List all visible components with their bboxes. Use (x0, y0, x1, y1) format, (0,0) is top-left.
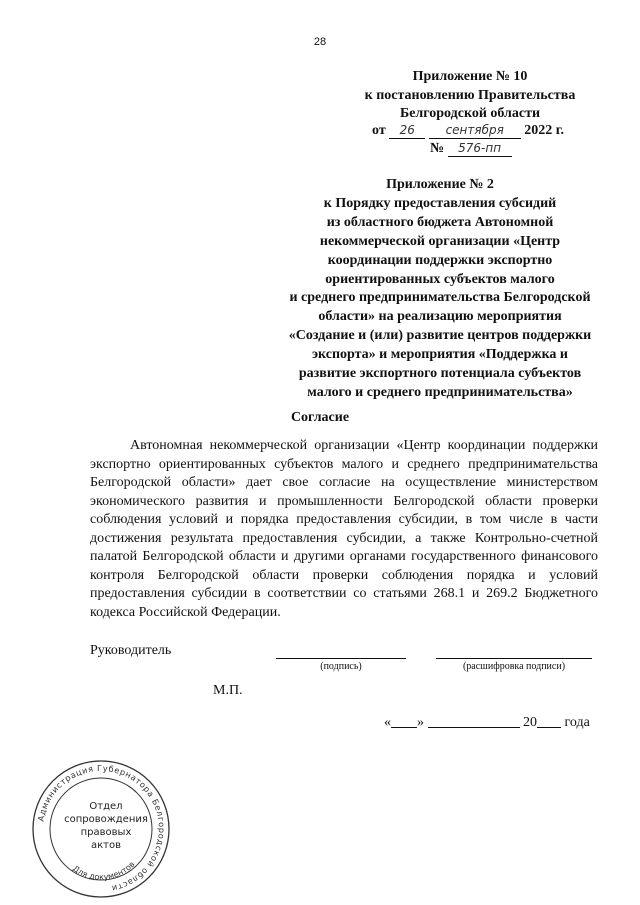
decree-date-line (372, 122, 608, 140)
page-number: 28 (313, 36, 327, 48)
signature-date-line (384, 713, 590, 731)
date-open-quote: « (384, 715, 391, 730)
appendix-2-header (268, 176, 612, 403)
seal-place-label: М.П. (213, 683, 243, 698)
document-heading: Согласие (290, 410, 350, 425)
appendix-2-line: некоммерческой организации «Центр (319, 233, 561, 249)
stamp-ring-text: Администрация Губернатора Белгородской области (35, 762, 168, 895)
decree-number-line (430, 141, 580, 157)
appendix-main-reference: к постановлению Правительства (364, 87, 576, 103)
date-day: 26 (399, 123, 415, 137)
year-suffix: года (564, 715, 590, 730)
signature-transcript-caption: (расшифровка подписи) (462, 661, 566, 672)
consent-body-text: Автономная некоммерческой организации «Центр координации поддержки экспортно ориентированных субъектов малого и среднего предпринимательства Белгородской области» дает свое согласие на осуществление министерством экономического развития и промышленности Белгородской области проверки соблюдения условий и порядка предоставления субсидии, в том числе в части достижения результата предоставления субсидии, а также Контрольно-счетной палатой Белгородской области и другими органами государственного финансового контроля Белгородской области проверки соблюдения порядка и условий предоставления субсидии в соответствии со статьями 268.1 и 269.2 Бюджетного кодекса Российской Федерации. (90, 438, 598, 620)
decree-number: 576-пп (458, 141, 502, 155)
stamp-bottom-text: Для документов (71, 859, 137, 882)
signature-transcript-line (436, 658, 592, 659)
date-year: 2022 г. (524, 123, 564, 138)
stamp-center-text: Отдел сопровождения правовых актов (64, 801, 148, 851)
number-prefix: № (430, 141, 445, 156)
appendix-main-title: Приложение № 10 (412, 69, 528, 84)
appendix-2-line: «Создание и (или) развитие центров поддержки (288, 328, 592, 344)
day-blank (391, 713, 417, 728)
appendix-2-line: координации поддержки экспортно (327, 252, 553, 268)
signatory-label: Руководитель (90, 643, 172, 658)
svg-text:Для документов (71, 859, 137, 881)
date-prefix: от (372, 123, 386, 138)
date-close-quote: » (417, 715, 424, 730)
appendix-2-line: Приложение № 2 (386, 177, 494, 192)
appendix-2-line: к Порядку предоставления субсидий (323, 195, 557, 211)
date-month: сентября (445, 123, 504, 137)
signature-line (276, 658, 406, 659)
appendix-main-region: Белгородской области (399, 106, 541, 121)
signature-caption: (подпись) (320, 661, 362, 672)
year-prefix: 20 (523, 715, 537, 730)
month-blank (428, 713, 520, 728)
appendix-2-line: малого и среднего предпринимательства» (307, 384, 573, 400)
appendix-main-header (340, 68, 600, 124)
appendix-2-line: из областного бюджета Автономной (326, 214, 554, 230)
appendix-2-line: экспорта» и мероприятия «Поддержка и (311, 347, 569, 363)
appendix-2-line: ориентированных субъектов малого (325, 271, 555, 287)
appendix-2-line: развитие экспортного потенциала субъектов (298, 366, 582, 382)
year-blank (537, 713, 561, 728)
appendix-2-line: области» на реализацию мероприятия (318, 309, 562, 325)
appendix-2-line: и среднего предпринимательства Белгородской (289, 290, 591, 306)
